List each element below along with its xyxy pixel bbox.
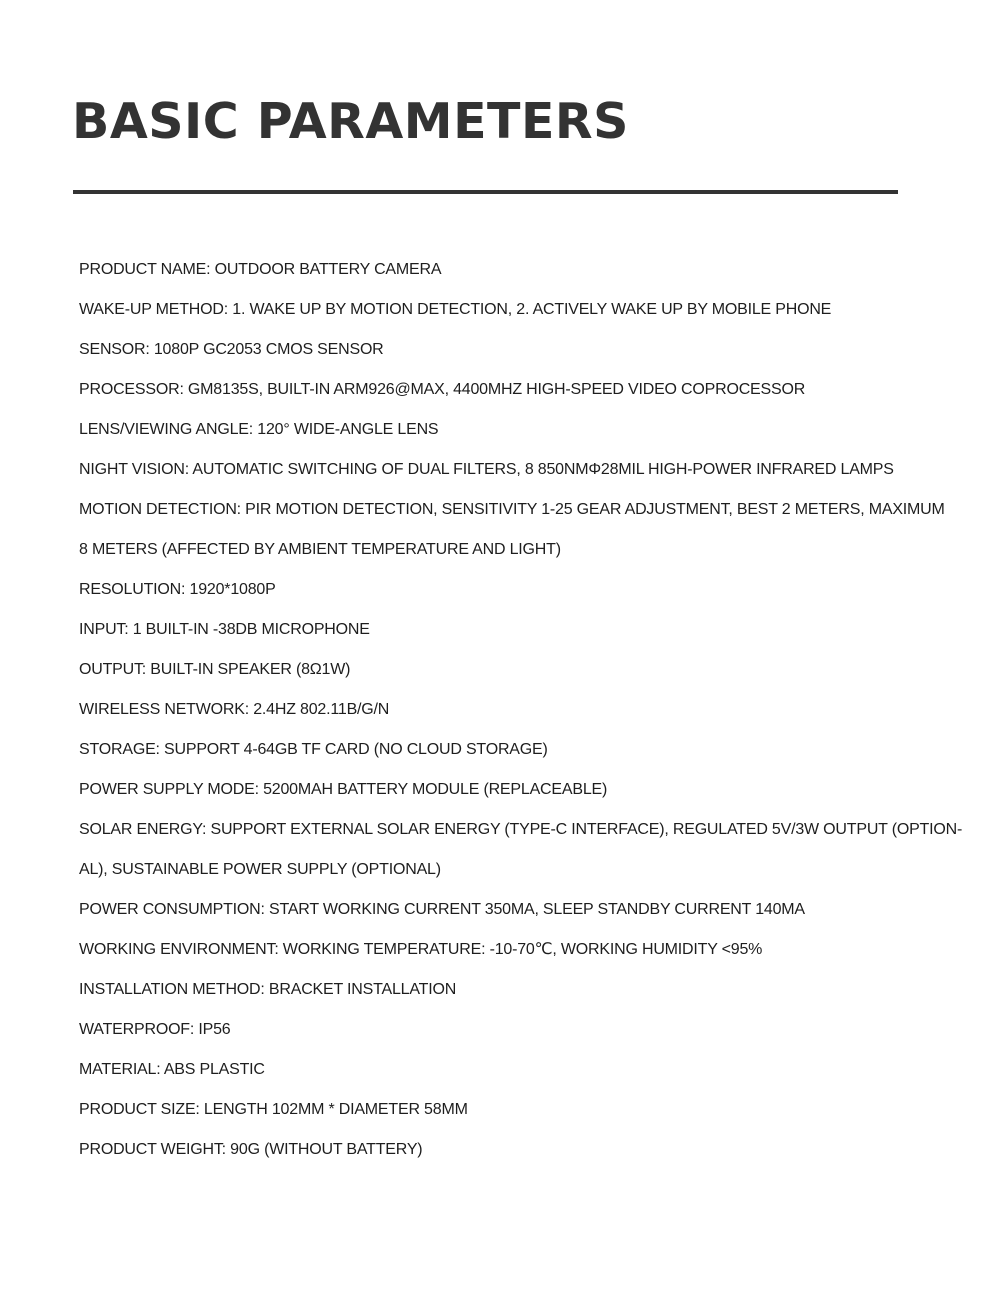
parameters-list	[79, 256, 963, 1176]
parameter-line: INSTALLATION METHOD: BRACKET INSTALLATION	[79, 981, 457, 998]
page-title: BASIC PARAMETERS	[72, 93, 629, 150]
parameter-line: RESOLUTION: 1920*1080P	[79, 581, 276, 598]
parameter-line: LENS/VIEWING ANGLE: 120° WIDE-ANGLE LENS	[79, 421, 439, 438]
parameter-line: WIRELESS NETWORK: 2.4HZ 802.11B/G/N	[79, 701, 390, 718]
parameter-line: WATERPROOF: IP56	[79, 1021, 231, 1038]
parameter-line: PROCESSOR: GM8135S, BUILT-IN ARM926@MAX, 4400MHZ HIGH-SPEED VIDEO COPROCESSOR	[79, 381, 806, 398]
parameter-line: PRODUCT SIZE: LENGTH 102MM * DIAMETER 58MM	[79, 1101, 468, 1118]
parameter-line: SOLAR ENERGY: SUPPORT EXTERNAL SOLAR ENERGY (TYPE-C INTERFACE), REGULATED 5V/3W OUTPUT (OPTION-	[79, 821, 963, 838]
parameter-line: MATERIAL: ABS PLASTIC	[79, 1061, 265, 1078]
parameter-line: AL), SUSTAINABLE POWER SUPPLY (OPTIONAL)	[79, 861, 441, 878]
parameter-line: PRODUCT NAME: OUTDOOR BATTERY CAMERA	[79, 261, 442, 278]
parameter-line: NIGHT VISION: AUTOMATIC SWITCHING OF DUAL FILTERS, 8 850NMΦ28MIL HIGH-POWER INFRARED LAMPS	[79, 461, 894, 478]
parameter-line: WORKING ENVIRONMENT: WORKING TEMPERATURE: -10-70℃, WORKING HUMIDITY <95%	[79, 941, 763, 958]
parameter-line: STORAGE: SUPPORT 4-64GB TF CARD (NO CLOUD STORAGE)	[79, 741, 548, 758]
parameter-line: POWER SUPPLY MODE: 5200MAH BATTERY MODULE (REPLACEABLE)	[79, 781, 608, 798]
parameter-line: PRODUCT WEIGHT: 90G (WITHOUT BATTERY)	[79, 1141, 423, 1158]
parameter-line: MOTION DETECTION: PIR MOTION DETECTION, SENSITIVITY 1-25 GEAR ADJUSTMENT, BEST 2 METERS, MAXIMUM	[79, 501, 945, 518]
parameter-line: OUTPUT: BUILT-IN SPEAKER (8Ω1W)	[79, 661, 351, 678]
parameter-line: WAKE-UP METHOD: 1. WAKE UP BY MOTION DETECTION, 2. ACTIVELY WAKE UP BY MOBILE PHONE	[79, 301, 832, 318]
parameter-line: SENSOR: 1080P GC2053 CMOS SENSOR	[79, 341, 384, 358]
parameter-line: POWER CONSUMPTION: START WORKING CURRENT 350MA, SLEEP STANDBY CURRENT 140MA	[79, 901, 805, 918]
title-divider	[73, 190, 898, 194]
parameter-line: INPUT: 1 BUILT-IN -38DB MICROPHONE	[79, 621, 370, 638]
parameter-line: 8 METERS (AFFECTED BY AMBIENT TEMPERATURE AND LIGHT)	[79, 541, 561, 558]
